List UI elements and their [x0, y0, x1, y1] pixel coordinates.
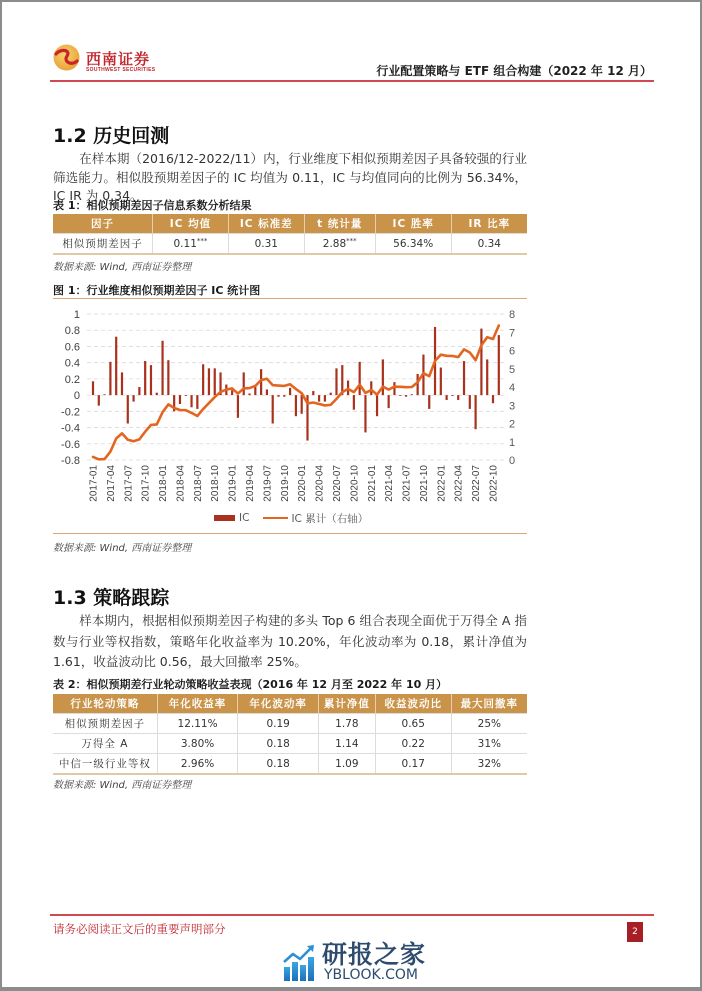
ic-bar: [272, 395, 274, 423]
table-cell: 1.14: [318, 734, 375, 754]
x-tick-label: 2017-04: [105, 465, 117, 502]
ic-bar: [115, 337, 117, 395]
legend-bar-swatch-icon: [214, 515, 235, 521]
y-left-tick-label: -0.4: [61, 422, 80, 435]
ic-bar: [214, 368, 216, 395]
x-tick-label: 2018-04: [175, 465, 187, 502]
table-cell: 31%: [451, 734, 527, 754]
y-right-tick-label: 1: [509, 436, 516, 449]
ic-bar: [475, 395, 477, 429]
ic-bar: [167, 360, 169, 395]
ic-bar: [353, 395, 355, 410]
y-right-tick-label: 5: [509, 363, 516, 376]
x-tick-label: 2019-01: [227, 465, 239, 502]
table-header-row: [53, 694, 527, 714]
page-bottom-border: [2, 987, 702, 991]
table-cell: 1.09: [318, 754, 375, 775]
table-cell: 12.11%: [157, 714, 238, 734]
y-left-tick-label: 0.4: [64, 357, 80, 370]
ic-bar: [440, 368, 442, 396]
table-2-source: 数据来源: Wind, 西南证券整理: [53, 780, 192, 791]
report-title: 行业配置策略与 ETF 组合构建（2022 年 12 月）: [376, 64, 652, 78]
backtest-paragraph: 在样本期（2016/12-2022/11）内，行业维度下相似预期差因子具备较强的行业筛选能力。相似股预期差因子的 IC 均值为 0.11，IC 与均值同向的比例为 56.34%，IC IR 为 0.34。: [53, 151, 527, 203]
y-right-tick-label: 6: [509, 345, 516, 358]
x-tick-label: 2022-10: [488, 465, 500, 502]
logo-english-name: SOUTHWEST SECURITIES: [86, 67, 156, 73]
column-header: IC 均值: [153, 214, 229, 234]
ic-bar: [289, 388, 291, 395]
ic-bar: [127, 395, 129, 423]
y-left-tick-label: 0.6: [64, 341, 80, 354]
ic-bar: [457, 395, 459, 400]
y-right-tick-label: 8: [509, 309, 516, 321]
x-tick-label: 2019-10: [279, 465, 291, 502]
table-cell: [153, 234, 229, 255]
ic-bar: [132, 395, 134, 401]
x-tick-label: 2021-04: [384, 465, 396, 502]
ic-bar: [277, 395, 279, 397]
column-header: 最大回撤率: [451, 694, 527, 714]
y-left-tick-label: -0.2: [61, 406, 80, 419]
column-header: IC 标准差: [228, 214, 304, 234]
table-cell: [228, 234, 304, 255]
x-tick-label: 2020-10: [349, 465, 361, 502]
y-right-tick-label: 4: [509, 382, 516, 394]
legend-line-swatch-icon: [263, 517, 288, 519]
y-left-tick-label: 0.2: [64, 373, 80, 386]
ic-bar: [486, 359, 488, 395]
table-row: [53, 234, 527, 255]
ic-bar: [451, 395, 453, 396]
figure-bottom-divider: [53, 533, 527, 534]
ic-bar: [469, 395, 471, 409]
table-cell: 0.18: [238, 754, 319, 775]
table-cell: 中信一级行业等权: [53, 754, 157, 775]
cell-value: 0.34: [477, 237, 501, 250]
x-tick-label: 2017-07: [123, 465, 135, 502]
legend-label-ic: IC: [239, 512, 250, 524]
column-header: 收益波动比: [375, 694, 451, 714]
ic-bar: [330, 393, 332, 395]
footer-disclaimer: 请务必阅读正文后的重要声明部分: [53, 922, 226, 936]
ic-bar: [335, 368, 337, 395]
ic-cumulative-line: [93, 326, 499, 460]
x-tick-label: 2022-07: [471, 465, 483, 502]
y-right-tick-label: 2: [509, 418, 516, 431]
ic-bar: [196, 395, 198, 409]
ic-bar: [266, 389, 268, 395]
footer-divider: [50, 914, 654, 916]
ic-bar: [312, 391, 314, 395]
x-tick-label: 2017-10: [140, 465, 152, 502]
y-left-tick-label: 1: [73, 309, 80, 321]
ic-bar: [248, 393, 250, 395]
ic-bar: [237, 395, 239, 418]
ic-bar: [231, 390, 233, 395]
x-tick-label: 2022-01: [436, 465, 448, 502]
table-cell: 2.96%: [157, 754, 238, 775]
ic-analysis-table: [53, 214, 527, 255]
figure-1-caption: 图 1：行业维度相似预期差因子 IC 统计图: [53, 284, 261, 297]
table-row: [53, 734, 527, 754]
ic-bar: [393, 382, 395, 395]
x-tick-label: 2018-07: [192, 465, 204, 502]
x-tick-label: 2018-01: [158, 465, 170, 502]
table-cell: [53, 234, 153, 255]
column-header: IR 比率: [451, 214, 527, 234]
legend-label-ic-cumulative: IC 累计（右轴）: [291, 512, 369, 525]
table-1-source: 数据来源: Wind, 西南证券整理: [53, 262, 192, 273]
ic-bar: [92, 381, 94, 395]
x-tick-label: 2017-01: [88, 465, 100, 502]
y-left-tick-label: 0.8: [64, 325, 80, 338]
y-left-tick-label: -0.8: [61, 455, 80, 467]
ic-bar: [202, 364, 204, 395]
table-cell: 32%: [451, 754, 527, 775]
table-cell: 0.18: [238, 734, 319, 754]
ic-bar: [364, 395, 366, 432]
x-tick-label: 2021-01: [366, 465, 378, 502]
significance-marker: ***: [196, 237, 208, 245]
y-left-tick-label: -0.6: [61, 438, 80, 451]
x-tick-label: 2021-07: [401, 465, 413, 502]
ic-bar: [243, 372, 245, 395]
ic-bar: [370, 381, 372, 395]
strategy-performance-table: [53, 694, 527, 775]
ic-bar: [121, 372, 123, 395]
table-cell: 0.65: [375, 714, 451, 734]
ic-bar: [144, 361, 146, 395]
ic-bar: [208, 368, 210, 395]
ic-bar: [498, 335, 500, 395]
ic-bar: [405, 395, 407, 397]
ic-bar: [138, 387, 140, 395]
table-cell: 25%: [451, 714, 527, 734]
table-2-caption: 表 2：相似预期差行业轮动策略收益表现（2016 年 12 月至 2022 年 10 月）: [53, 678, 448, 691]
cell-value: 0.11: [173, 238, 197, 250]
southwest-securities-logo-icon: [53, 44, 80, 71]
rising-chart-icon: [283, 943, 316, 981]
cell-value: 56.34%: [393, 237, 434, 250]
x-tick-label: 2020-07: [331, 465, 343, 502]
table-cell: 0.17: [375, 754, 451, 775]
table-1-caption: 表 1：相似预期差因子信息系数分析结果: [53, 199, 252, 212]
ic-bar: [359, 362, 361, 395]
chart-legend: [214, 511, 368, 525]
table-cell: [304, 234, 375, 255]
ic-bar: [156, 393, 158, 395]
ic-bar: [480, 329, 482, 396]
ic-bar: [103, 394, 105, 395]
cell-value: 2.88: [322, 238, 347, 250]
ic-bar: [190, 395, 192, 407]
ic-bar: [411, 394, 413, 395]
column-header: 年化波动率: [238, 694, 319, 714]
y-right-tick-label: 7: [509, 327, 516, 340]
figure-1-source: 数据来源: Wind, 西南证券整理: [53, 543, 192, 554]
ic-bar: [161, 341, 163, 395]
y-right-tick-label: 3: [509, 400, 516, 413]
ic-bar: [318, 395, 320, 401]
ic-bar: [463, 361, 465, 395]
cell-value: 相似预期差因子: [62, 238, 143, 250]
table-cell: [451, 234, 527, 255]
x-tick-label: 2020-04: [314, 465, 326, 502]
table-header-row: [53, 214, 527, 234]
ic-bar: [492, 395, 494, 403]
column-header: 年化收益率: [157, 694, 238, 714]
table-cell: 相似预期差因子: [53, 714, 157, 734]
figure-top-divider: [53, 298, 527, 299]
page-number: 2: [627, 922, 643, 942]
y-right-tick-label: 0: [509, 455, 516, 467]
ic-bar: [446, 395, 448, 400]
column-header: 累计净值: [318, 694, 375, 714]
ic-bar: [388, 395, 390, 408]
watermark-chinese: 研报之家: [322, 940, 427, 969]
ic-bar: [283, 395, 285, 397]
x-tick-label: 2021-10: [418, 465, 430, 502]
strategy-paragraph: 样本期内，根据相似预期差因子构建的多头 Top 6 组合表现全面优于万得全 A 指数与行业等权指数，策略年化收益率为 10.20%，年化波动率为 0.18，累计净值为 1.61，收益波动比 0.56，最大回撤率 25%。: [53, 613, 527, 669]
header-divider: [50, 80, 654, 82]
table-cell: 0.22: [375, 734, 451, 754]
ic-bar: [295, 395, 297, 416]
section-heading-strategy-tracking: 1.3 策略跟踪: [53, 587, 170, 609]
column-header: 行业轮动策略: [53, 694, 157, 714]
table-cell: [375, 234, 451, 255]
x-tick-label: 2019-07: [262, 465, 274, 502]
ic-bar: [301, 395, 303, 414]
logo-chinese-name: 西南证券: [86, 50, 151, 68]
column-header: 因子: [53, 214, 153, 234]
table-cell: 万得全 A: [53, 734, 157, 754]
column-header: t 统计量: [304, 214, 375, 234]
ic-bar: [179, 395, 181, 404]
y-left-tick-label: 0: [73, 390, 80, 403]
ic-bar: [324, 395, 326, 401]
table-cell: 0.19: [238, 714, 319, 734]
cell-value: 0.31: [254, 237, 278, 250]
ic-bar: [185, 395, 187, 396]
table-row: [53, 754, 527, 775]
ic-bar: [150, 365, 152, 395]
x-tick-label: 2022-04: [453, 465, 465, 502]
table-row: [53, 714, 527, 734]
table-cell: 1.78: [318, 714, 375, 734]
ic-statistics-chart: [42, 302, 532, 512]
ic-bar: [376, 395, 378, 416]
watermark-url: YBLOOK.COM: [324, 967, 419, 983]
table-cell: 3.80%: [157, 734, 238, 754]
column-header: IC 胜率: [375, 214, 451, 234]
significance-marker: ***: [346, 237, 357, 245]
ic-bar: [98, 395, 100, 406]
x-tick-label: 2020-01: [297, 465, 309, 502]
x-tick-label: 2019-04: [245, 465, 257, 502]
section-heading-backtest: 1.2 历史回测: [53, 125, 170, 147]
x-tick-label: 2018-10: [210, 465, 222, 502]
ic-bar: [399, 395, 401, 396]
ic-bar: [109, 362, 111, 395]
ic-bar: [428, 395, 430, 409]
